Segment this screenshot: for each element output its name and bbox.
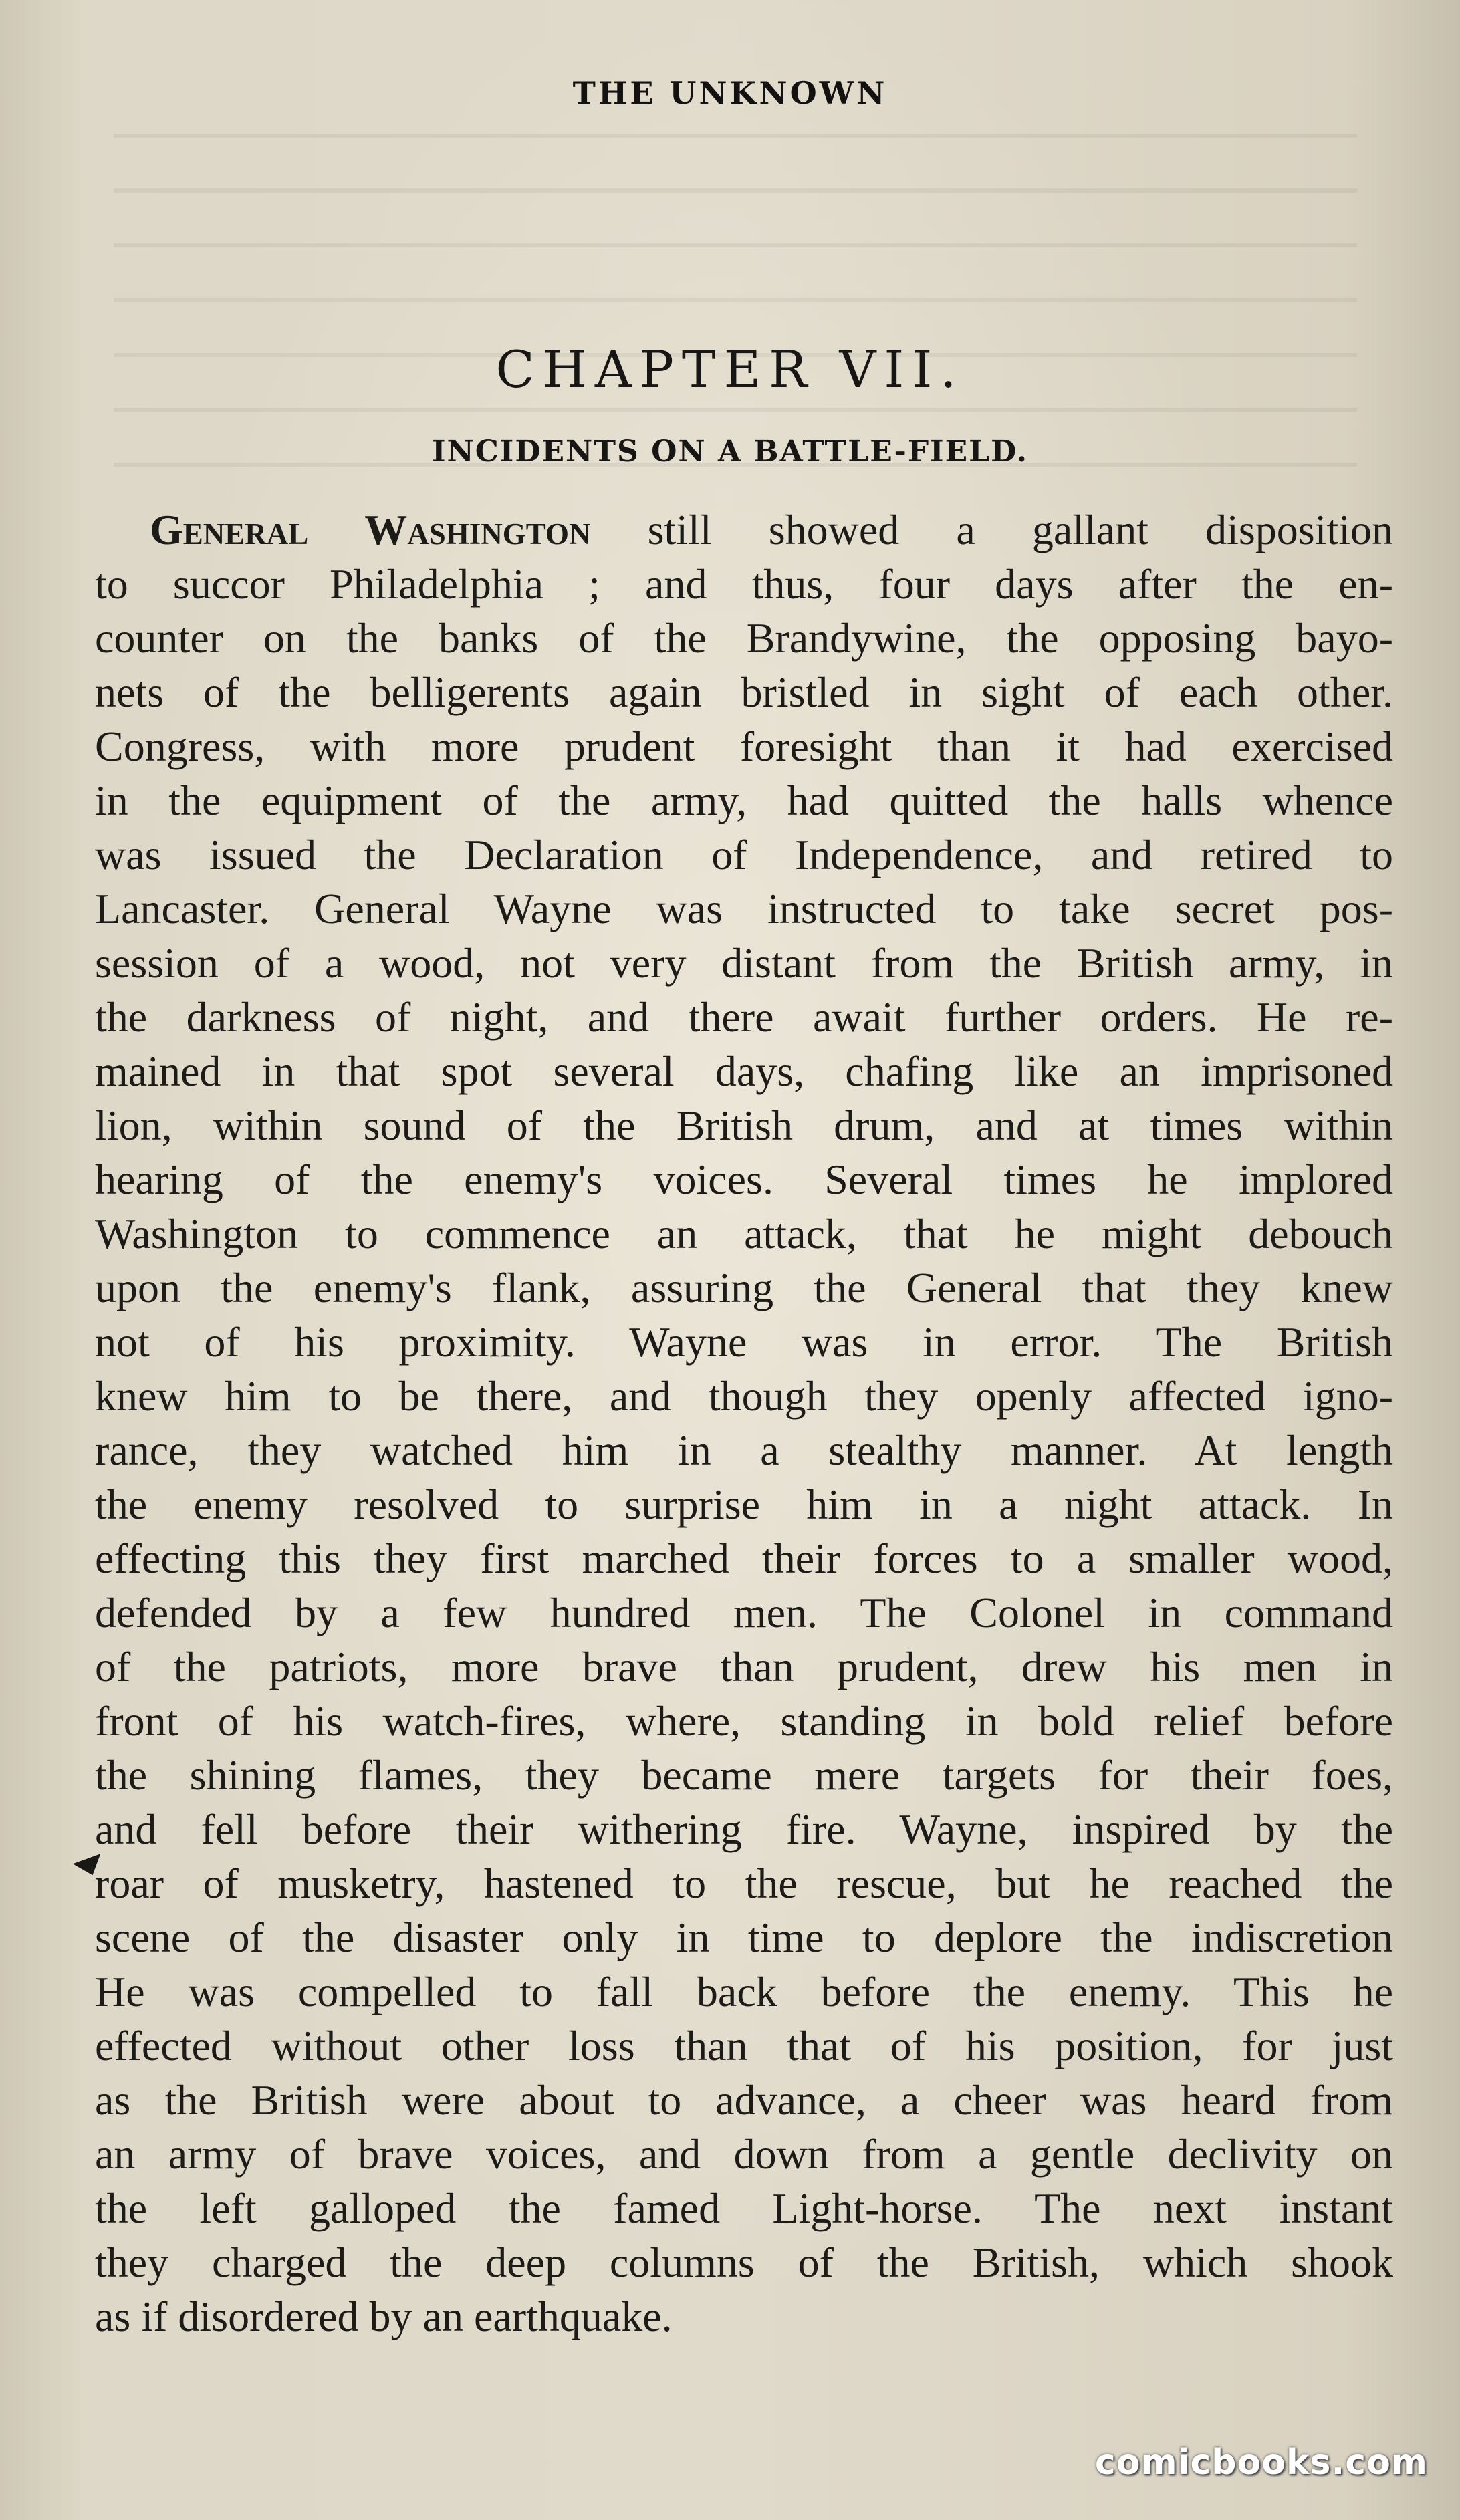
- text-line: Congress, with more prudent foresight than it had exercised: [95, 723, 1393, 770]
- text-line: effecting this they first marched their forces to a smaller wood,: [95, 1535, 1393, 1582]
- watermark: comicbooks.com: [1094, 2442, 1428, 2483]
- text-line: of the patriots, more brave than prudent, drew his men in: [95, 1643, 1393, 1690]
- text-line: the darkness of night, and there await further orders. He re-: [95, 993, 1393, 1041]
- text-line: was issued the Declaration of Independence, and retired to: [95, 831, 1393, 878]
- text-line: nets of the belligerents again bristled in sight of each other.: [95, 668, 1393, 716]
- text-line: to succor Philadelphia ; and thus, four days after the en-: [95, 560, 1393, 608]
- body-text: [95, 503, 1393, 2344]
- text-line: roar of musketry, hastened to the rescue, but he reached the: [95, 1860, 1393, 1907]
- text-line: in the equipment of the army, had quitted the halls whence: [95, 777, 1393, 824]
- text-line: session of a wood, not very distant from the British army, in: [95, 939, 1393, 987]
- text-line: front of his watch-fires, where, standing in bold relief before: [95, 1697, 1393, 1745]
- text-line: scene of the disaster only in time to deplore the indiscretion: [95, 1914, 1393, 1961]
- opening-small-caps: General Washington: [150, 506, 591, 553]
- chapter-subtitle: INCIDENTS ON A BATTLE-FIELD.: [431, 434, 1029, 469]
- text-line: not of his proximity. Wayne was in error. The British: [95, 1318, 1393, 1366]
- text-line: they charged the deep columns of the British, which shook: [95, 2239, 1393, 2286]
- text-line: the enemy resolved to surprise him in a night attack. In: [95, 1481, 1393, 1528]
- text-line: knew him to be there, and though they openly affected igno-: [95, 1372, 1393, 1420]
- text-line: effected without other loss than that of his position, for just: [95, 2022, 1393, 2069]
- text-line: the left galloped the famed Light-horse. The next instant: [95, 2184, 1393, 2232]
- running-header: THE UNKNOWN: [572, 75, 888, 111]
- text-line: Washington to commence an attack, that he might debouch: [95, 1210, 1393, 1257]
- text-line: upon the enemy's flank, assuring the General that they knew: [95, 1264, 1393, 1311]
- text-line: hearing of the enemy's voices. Several times he implored: [95, 1156, 1393, 1203]
- text-line: Lancaster. General Wayne was instructed to take secret pos-: [95, 885, 1393, 932]
- text-line-content: still showed a gallant disposition: [590, 506, 1394, 553]
- text-line: [95, 503, 1393, 557]
- text-line: He was compelled to fall back before the enemy. This he: [95, 1968, 1393, 2015]
- text-line: rance, they watched him in a stealthy manner. At length: [95, 1426, 1393, 1474]
- text-line: lion, within sound of the British drum, and at times within: [95, 1102, 1393, 1149]
- text-line: mained in that spot several days, chafing like an imprisoned: [95, 1047, 1393, 1095]
- text-line: defended by a few hundred men. The Colonel in command: [95, 1589, 1393, 1636]
- text-line-last: as if disordered by an earthquake.: [95, 2293, 673, 2340]
- chapter-title: CHAPTER VII.: [495, 340, 965, 399]
- text-line: counter on the banks of the Brandywine, the opposing bayo-: [95, 614, 1393, 662]
- text-line: as the British were about to advance, a cheer was heard from: [95, 2076, 1393, 2124]
- text-line: the shining flames, they became mere targets for their foes,: [95, 1751, 1393, 1799]
- text-line: and fell before their withering fire. Wayne, inspired by the: [95, 1805, 1393, 1853]
- text-line: an army of brave voices, and down from a gentle declivity on: [95, 2130, 1393, 2178]
